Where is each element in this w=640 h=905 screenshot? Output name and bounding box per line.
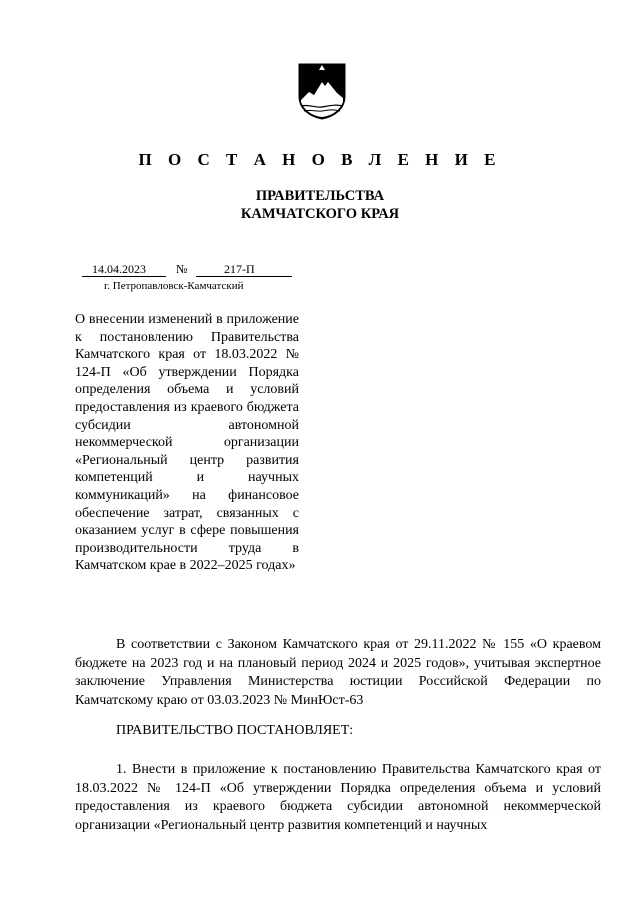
document-number: 217-П: [224, 262, 255, 276]
city-line: г. Петропавловск-Камчатский: [104, 280, 244, 292]
number-underline: [196, 276, 292, 277]
issuer-line-1: ПРАВИТЕЛЬСТВА: [255, 188, 385, 204]
kamchatka-emblem-icon: [297, 62, 347, 120]
issuer-line-2: КАМЧАТСКОГО КРАЯ: [240, 206, 400, 222]
document-title: П О С Т А Н О В Л Е Н И Е: [138, 150, 502, 169]
number-sign: №: [176, 262, 188, 276]
document-date: 14.04.2023: [92, 262, 146, 276]
resolution-heading: ПРАВИТЕЛЬСТВО ПОСТАНОВЛЯЕТ:: [116, 723, 354, 738]
clause-1-paragraph: 1. Внести в приложение к постановлению Правительства Камчатского края от 18.03.2022 № 124-П «Об утверждении Порядка определения объема и условий предоставления из краевого бюджета субсидии автономной некоммерческой организации «Региональный центр развития компетенций и научных: [75, 762, 601, 833]
date-underline: [82, 276, 166, 277]
document-subject: О внесении изменений в приложение к постановлению Правительства Камчатского края от 18.03.2022 № 124-П «Об утверждении Порядка определения объема и условий предоставления из краевого бюджета субсидии автономной некоммерческой организации «Региональный центр развития компетенций и научных коммуникаций» на финансовое обеспечение затрат, связанных с оказанием услуг в сфере повышения производительности труда в Камчатском крае в 2022–2025 годах»: [75, 312, 299, 574]
preamble-paragraph: В соответствии с Законом Камчатского края от 29.11.2022 № 155 «О краевом бюджете на 2023 год и на плановый период 2024 и 2025 годов», учитывая экспертное заключение Управления Министерства юстиции Российской Федерации по Камчатскому краю от 03.03.2023 № МинЮст-63: [75, 637, 601, 708]
